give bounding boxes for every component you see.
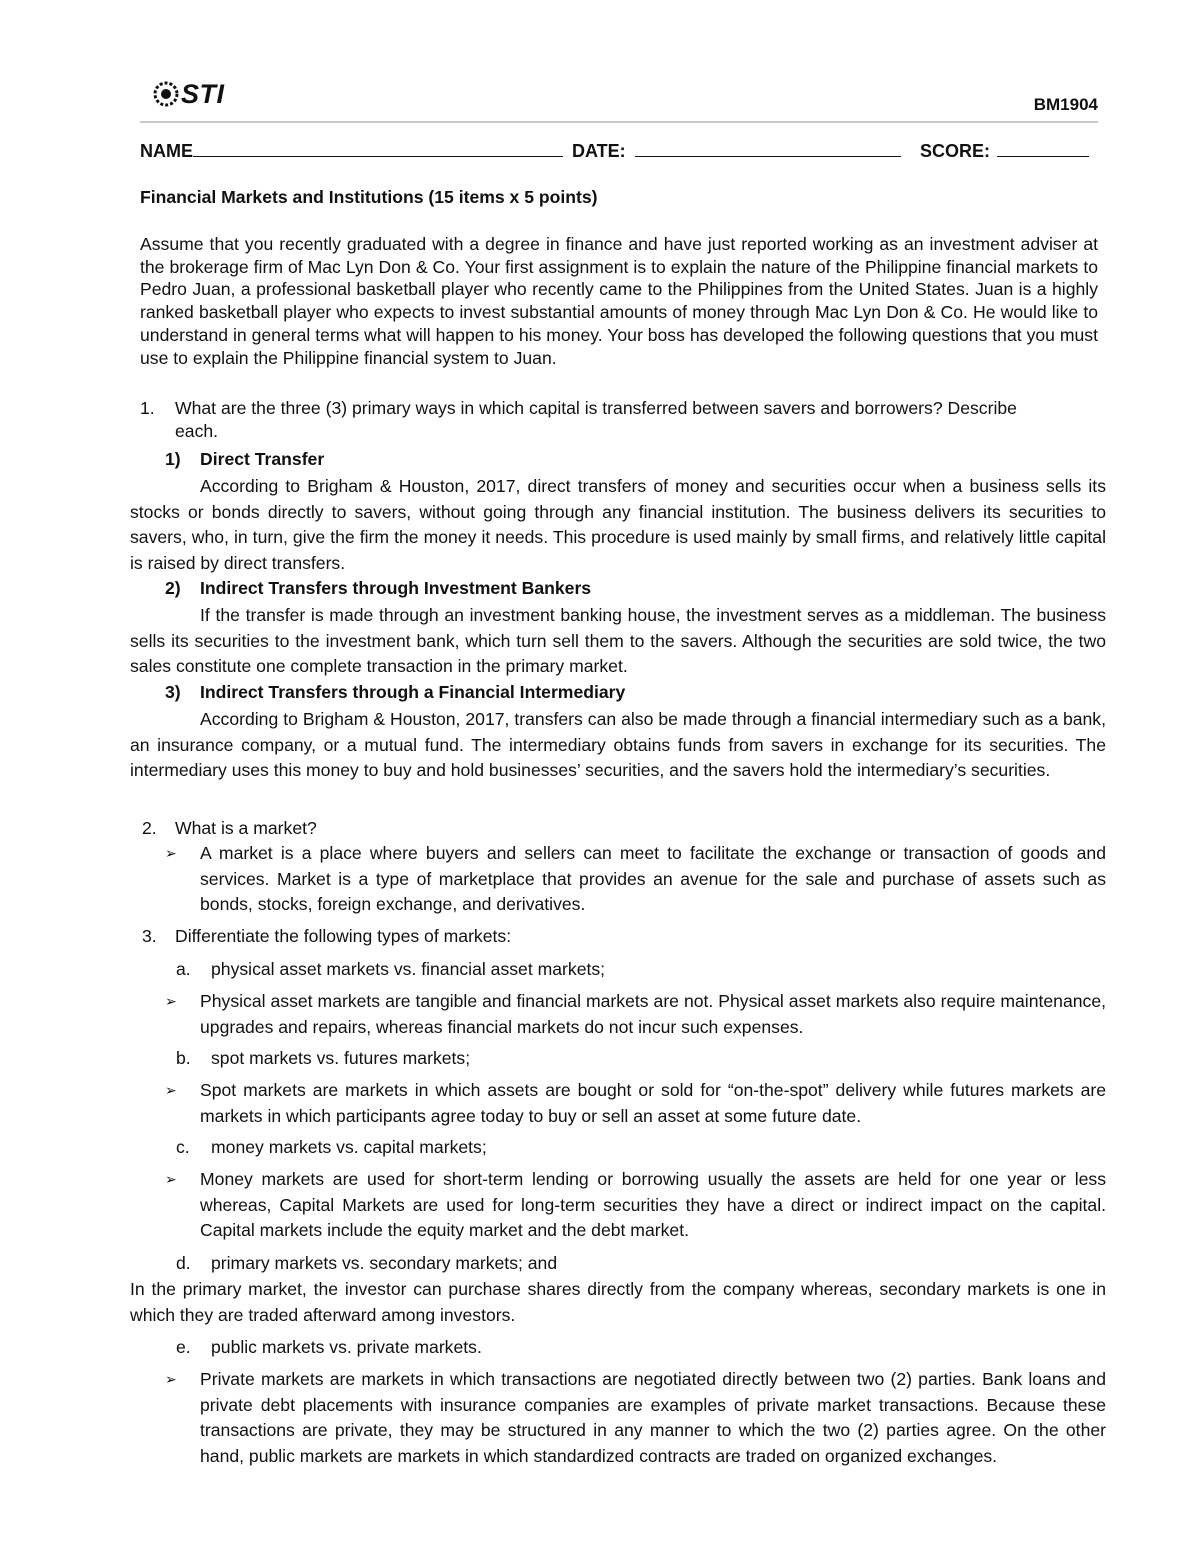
question-1-text: What are the three (3) primary ways in which capital is transferred between savers and borrowers? Describe each. bbox=[175, 398, 1017, 441]
q3-a-text: physical asset markets vs. financial asset markets; bbox=[211, 959, 606, 979]
score-label: SCORE: bbox=[920, 141, 991, 161]
score-blank bbox=[997, 140, 1089, 157]
item-1-number: 1) bbox=[165, 449, 181, 469]
date-field bbox=[572, 140, 901, 162]
item-3-number: 3) bbox=[165, 682, 181, 702]
question-2-answer: A market is a place where buyers and sellers can meet to facilitate the exchange or transaction of goods and services. Market is a type of marketplace that provides an avenue for the sale and purchase of assets such as bonds, stocks, foreign exchange, and derivatives. bbox=[200, 843, 1106, 914]
intro-paragraph: Assume that you recently graduated with a degree in finance and have just reported working as an investment adviser at the brokerage firm of Mac Lyn Don & Co. Your first assignment is to explain the nature of the Philippine financial markets to Pedro Juan, a professional basketball player who recently came to the Philippines from the United States. Juan is a highly ranked basketball player who expects to invest substantial amounts of money through Mac Lyn Don & Co. He would like to understand in general terms what will happen to his money. Your boss has developed the following questions that you must use to explain the Philippine financial system to Juan. bbox=[140, 234, 1098, 368]
q3-b-label: b. bbox=[176, 1048, 191, 1068]
header-divider bbox=[140, 121, 1098, 123]
q3-d-label: d. bbox=[176, 1253, 191, 1273]
q3-a-label: a. bbox=[176, 959, 191, 979]
sti-logo-emblem-icon bbox=[153, 81, 179, 107]
item-2-heading: Indirect Transfers through Investment Bankers bbox=[200, 578, 592, 598]
q3-b-answer: Spot markets are markets in which assets are bought or sold for “on-the-spot” delivery while futures markets are markets in which participants agree today to buy or sell an asset at some future date. bbox=[200, 1080, 1106, 1126]
q3-d-text: primary markets vs. secondary markets; and bbox=[211, 1253, 558, 1273]
arrowhead-bullet-icon: ➢ bbox=[165, 1171, 177, 1187]
arrowhead-bullet-icon: ➢ bbox=[165, 1371, 177, 1387]
q3-c-label: c. bbox=[176, 1137, 190, 1157]
item-2-body: If the transfer is made through an investment banking house, the investment serves as a middleman. The business sells its securities to the investment bank, which turn sell them to the savers. Although the securities are sold twice, the two sales constitute one complete transaction in the primary market. bbox=[130, 605, 1106, 676]
name-blank bbox=[193, 140, 563, 157]
question-3-number: 3. bbox=[142, 926, 157, 946]
item-3-heading: Indirect Transfers through a Financial Intermediary bbox=[200, 682, 626, 702]
q3-e-answer: Private markets are markets in which transactions are negotiated directly between two (2) parties. Bank loans and private debt placements with insurance companies are examples of private market transactions. Because these transactions are private, they may be structured in any manner to which the two (2) parties agree. On the other hand, public markets are markets in which standardized contracts are traded on organized exchanges. bbox=[200, 1369, 1106, 1466]
sti-logo bbox=[153, 78, 225, 110]
logo-text: STI bbox=[181, 78, 225, 109]
question-2-number: 2. bbox=[142, 818, 157, 838]
document-code: BM1904 bbox=[1033, 95, 1098, 114]
q3-c-text: money markets vs. capital markets; bbox=[211, 1137, 487, 1157]
page-title: Financial Markets and Institutions (15 items x 5 points) bbox=[140, 187, 598, 207]
q3-b-text: spot markets vs. futures markets; bbox=[211, 1048, 471, 1068]
question-1-number: 1. bbox=[140, 398, 155, 418]
item-1-heading: Direct Transfer bbox=[200, 449, 325, 469]
date-blank bbox=[635, 140, 901, 157]
question-2-text: What is a market? bbox=[175, 818, 317, 838]
arrowhead-bullet-icon: ➢ bbox=[165, 993, 177, 1009]
q3-d-answer: In the primary market, the investor can purchase shares directly from the company whereas, secondary markets is one in which they are traded afterward among investors. bbox=[130, 1279, 1106, 1325]
q3-e-text: public markets vs. private markets. bbox=[211, 1337, 482, 1357]
item-3-body: According to Brigham & Houston, 2017, transfers can also be made through a financial intermediary such as a bank, an insurance company, or a mutual fund. The intermediary obtains funds from savers in exchange for its securities. The intermediary uses this money to buy and hold businesses’ securities, and the savers hold the intermediary’s securities. bbox=[130, 709, 1106, 780]
q3-e-label: e. bbox=[176, 1337, 191, 1357]
arrowhead-bullet-icon: ➢ bbox=[165, 1082, 177, 1098]
q3-a-answer: Physical asset markets are tangible and financial markets are not. Physical asset markets also require maintenance, upgrades and repairs, whereas financial markets do not incur such expenses. bbox=[200, 991, 1106, 1037]
date-label: DATE: bbox=[572, 141, 626, 161]
question-3-text: Differentiate the following types of markets: bbox=[175, 926, 512, 946]
arrowhead-bullet-icon: ➢ bbox=[165, 845, 177, 861]
item-1-body: According to Brigham & Houston, 2017, direct transfers of money and securities occur when a business sells its stocks or bonds directly to savers, without going through any financial institution. The business delivers its securities to savers, who, in turn, give the firm the money it needs. This procedure is used mainly by small firms, and relatively little capital is raised by direct transfers. bbox=[130, 476, 1106, 573]
score-field bbox=[920, 140, 1089, 162]
q3-c-answer: Money markets are used for short-term lending or borrowing usually the assets are held for one year or less whereas, Capital Markets are used for long-term securities they have a direct or indirect impact on the capital. Capital markets include the equity market and the debt market. bbox=[200, 1169, 1106, 1240]
name-field bbox=[140, 140, 563, 162]
name-label: NAME bbox=[140, 141, 193, 161]
item-2-number: 2) bbox=[165, 578, 181, 598]
